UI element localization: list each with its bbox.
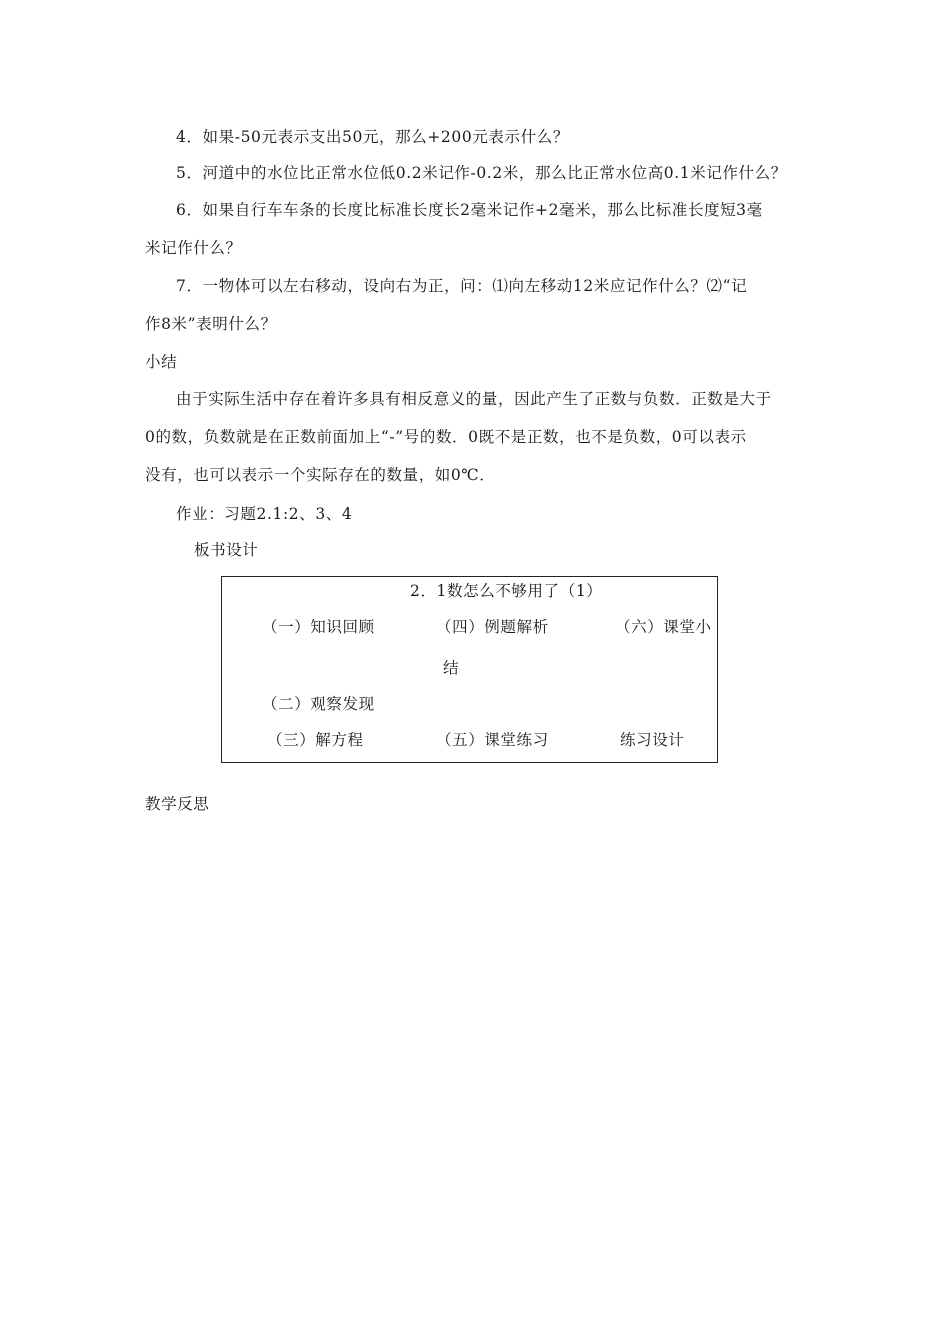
question-4: 4．如果-50元表示支出50元，那么+200元表示什么？ xyxy=(176,128,569,146)
board-item-knowledge-review: （一）知识回顾 xyxy=(262,618,375,636)
question-5: 5．河道中的水位比正常水位低0.2米记作-0.2米，那么比正常水位高0.1米记作什么？ xyxy=(176,164,787,182)
board-item-class-summary-cont: 结 xyxy=(443,659,460,677)
board-item-example-analysis: （四）例题解析 xyxy=(436,618,549,636)
question-7-line-2: 作8米”表明什么？ xyxy=(145,315,277,333)
summary-heading: 小结 xyxy=(145,353,178,371)
board-design-heading: 板书设计 xyxy=(194,541,259,559)
summary-line-2: 0的数，负数就是在正数前面加上“-”号的数．0既不是正数，也不是负数，0可以表示 xyxy=(145,428,747,446)
board-item-observation: （二）观察发现 xyxy=(262,695,375,713)
teaching-reflection: 教学反思 xyxy=(145,795,210,813)
question-7-line-1: 7．一物体可以左右移动，设向右为正，问：⑴向左移动12米应记作什么？⑵“记 xyxy=(176,277,748,295)
question-6-line-2: 米记作什么？ xyxy=(145,239,242,257)
summary-line-3: 没有，也可以表示一个实际存在的数量，如0℃． xyxy=(145,466,496,484)
board-design-box xyxy=(221,576,718,763)
board-title: 2．1数怎么不够用了（1） xyxy=(410,582,603,600)
summary-line-1: 由于实际生活中存在着许多具有相反意义的量，因此产生了正数与负数．正数是大于 xyxy=(176,390,772,408)
board-item-class-practice: （五）课堂练习 xyxy=(436,731,549,749)
board-item-solve-equation: （三）解方程 xyxy=(267,731,364,749)
board-item-class-summary: （六）课堂小 xyxy=(615,618,712,636)
question-6-line-1: 6．如果自行车车条的长度比标准长度长2毫米记作+2毫米，那么比标准长度短3毫 xyxy=(176,201,763,219)
homework: 作业：习题2.1:2、3、4 xyxy=(176,505,353,523)
board-item-exercise-design: 练习设计 xyxy=(620,731,685,749)
